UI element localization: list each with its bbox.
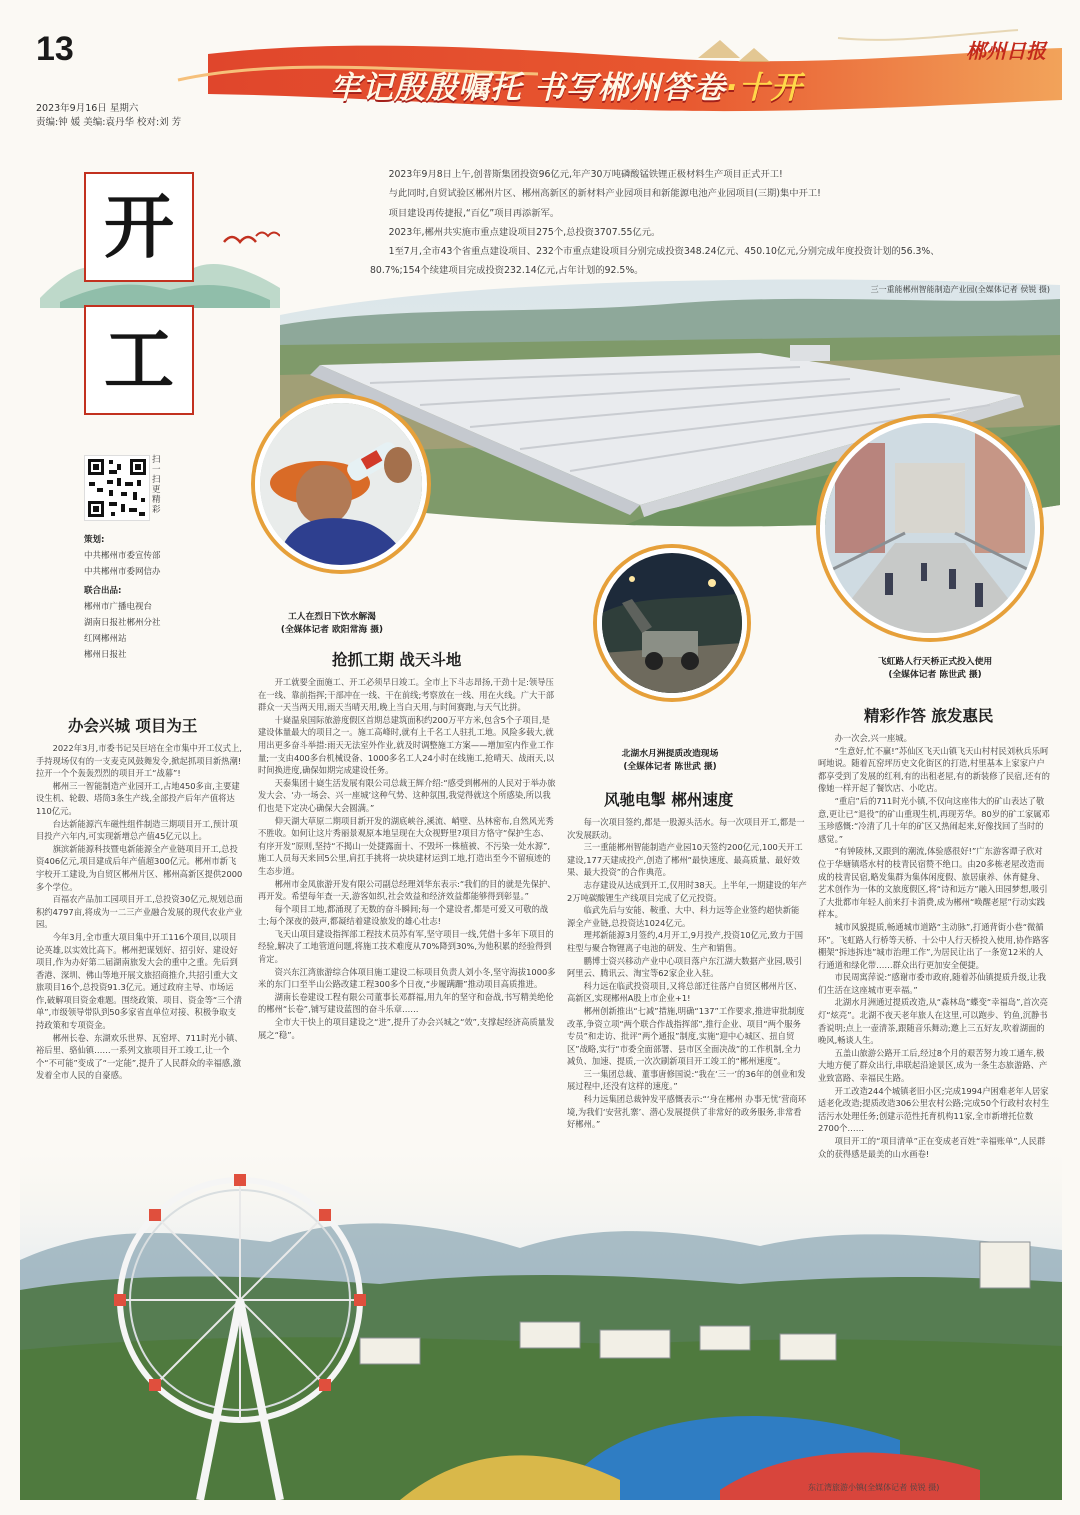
- section-4-paragraph: 北湖水月洲通过提质改造,从“森林岛”蝶变“幸福岛”,首次亮灯“炫亮”。北湖不夜天老年旅人在这里,可以跑步、钓鱼,沉静书香说明;点上一壶清茶,跟随音乐舞动;邀上三五好友,吹着湖面的晚风,畅谈人生。: [818, 997, 1048, 1046]
- section-3-paragraph: 志存建设从达成到开工,仅用时38天。上半年,一期建设的年产2万吨碳酸锂生产线项目完成了亿元投资。: [567, 879, 807, 903]
- joint-credits: [84, 583, 161, 663]
- night-caption: [600, 748, 740, 774]
- section-2-paragraph: 资兴东江湾旅游综合体项目施工建设二标项目负责人刘小冬,坚守海拔1000多米的东门口至半山公路改建工程300多个日夜,“步履蹒跚”推动项目高质推进。: [258, 966, 556, 990]
- stamp-char-gong: [84, 305, 194, 415]
- section-4-paragraph: 办一次会,兴一座城。: [834, 733, 912, 743]
- slogan-main: 牢记殷殷嘱托 书写郴州答卷: [330, 70, 726, 106]
- section-2-paragraph: 郴州市金凤旅游开发有限公司副总经理刘华东表示:“我们的目的就是先保护、再开发。希望每年查一天,游客如织,社会效益和经济效益都能够得到彰显。”: [258, 878, 556, 902]
- worker-drinking-photo: [255, 398, 427, 570]
- planning-org: 中共郴州市委网信办: [84, 567, 161, 577]
- section-title-3: 风驰电掣 郴州速度: [604, 791, 734, 809]
- section-body-2: [258, 676, 556, 1041]
- worker-caption-credit: (全媒体记者 欧阳常海 摄): [280, 625, 384, 635]
- stamp-char-gong-text: 工: [104, 318, 174, 401]
- joint-label: 联合出品:: [84, 586, 122, 596]
- section-2-paragraph: 飞天山项目建设指挥部工程技术员苏有军,坚守项目一线,凭借十多年下项目的经验,解决了工地管道问题,将施工技术难度从70%降到30%,为他积累的经验得到肯定。: [258, 928, 554, 965]
- intro-paragraph: 2023年,郴州共实施市重点建设项目275个,总投资3707.55亿元。: [388, 226, 661, 238]
- section-1-paragraph: 今年3月,全市重大项目集中开工116个项目,以项目论英雄,以实效比高下。郴州把谋划好、招引好、建设好项目,作为办好第二届湖南旅发大会的重中之重。先后到香港、深圳、佛山等地开展文旅招商推介,共招引重大文旅项目16个,总投资91.3亿元。通过政府主导、市场运作,破解项目资金难题。围绕政策、项目、资金等“三个清单”,市级领导带队到50多家省直单位对接、积极争取支持政策和专项资金。: [36, 931, 243, 1031]
- qr-code[interactable]: [84, 455, 150, 521]
- bird-icon: [220, 228, 280, 254]
- section-4-paragraph: “生意好,忙不赢!”苏仙区飞天山镇飞天山村村民刘秋兵乐呵呵地说。随着瓦窑坪历史文化街区的打造,村里基本上家家户户都享受到了发展的红利,有的出租老屋,有的新装修了民宿,还有的像她一样开起了餐饮店、小吃店。: [818, 745, 1050, 794]
- section-body-4: [818, 732, 1050, 1160]
- section-2-paragraph: 湖南长卷建设工程有限公司董事长邓群福,用九年的坚守和奋战,书写精美绝伦的郴州“长卷”,铺写建设蓝图的奋斗乐章……: [258, 991, 554, 1015]
- intro-paragraph: 与此同时,自贸试验区郴州片区、郴州高新区的新材料产业园项目和新能源电池产业园项目(三期)集中开工!: [388, 188, 821, 200]
- section-1-paragraph: 台达新能源汽车磁性组件制造三期项目开工,预计项目投产六年内,可实现新增总产值45亿元以上。: [36, 818, 238, 842]
- section-4-paragraph: 项目开工的“项目清单”正在变成老百姓“幸福账单”,人民群: [834, 1136, 1046, 1146]
- section-title-4: 精彩作答 旅发惠民: [864, 707, 994, 725]
- section-3-paragraph: 每一次项目签约,都是一股源头活水。每一次项目开工,都是一次发展跃动。: [567, 817, 805, 840]
- section-1-paragraph: 2022年3月,市委书记吴巨培在全市集中开工仪式上,手持现场仅有的一支麦克风鼓舞发令,掀起抓项目新热潮!拉开一个个轰轰烈烈的项目开工“战幕”!: [36, 743, 242, 779]
- section-4-paragraph: 市民周寓萍说:“感谢市委市政府,随着苏仙镇提质升级,让我们生活在这座城市更幸福。”: [818, 972, 1047, 995]
- stamp-char-kai-text: 开: [104, 185, 174, 268]
- section-2-paragraph: 仰天湖大草原二期项目新开发的湖底峡谷,溪流、峭壁、丛林密布,自然风光秀不胜收。如何让这片秀丽景观原本地呈现在大众视野里?项目方恪守“保护生态、有序开发”原则,坚持“不揭山一处捷露面十、不毁坏一株植被、不污染一处水源”,施工人员每天来回5公里,肩扛手挑将一块块建材运到工地,打造出至今不留痕迹的生态步道。: [258, 815, 554, 876]
- section-3-paragraph: 理邦新能源3月签约,4月开工,9月投产,投资10亿元,致力于国柱型与聚合物锂离子电池的研发、生产和销售。: [567, 930, 804, 953]
- section-1-paragraph: 旗滨新能源科技暨电新能源全产业链项目开工,总投资406亿元,项目建成后年产值超300亿元。郴州市新飞宇校开工建设,为自贸区郴州片区、郴州高新区提供2000多个学位。: [36, 843, 243, 892]
- section-2-paragraph: 开工就要全面施工、开工必须早日竣工。全市上下斗志昂扬,干劲十足:领导压在一线、靠前指挥;干部冲在一线、干在前线;考察放在一线、用在火线。广大干部群众一天当两天用,雨天当晴天用,晚上当白天用,与时间赛跑,与天气比拼。: [258, 677, 554, 713]
- planning-label: 策划:: [84, 535, 105, 545]
- section-title-2: 抢抓工期 战天斗地: [332, 651, 462, 669]
- bottom-photo-caption: 东江湾旅游小镇(全媒体记者 侯锐 摄): [808, 1483, 940, 1492]
- intro-paragraph: 1至7月,全市43个省重点建设项目、232个市重点建设项目分别完成投资348.24亿元、450.10亿元,分别完成年度投资计划的56.3%、80.7%;154个续建项目完成投资232.14亿元,占年计划的92.5%。: [370, 246, 940, 277]
- theme-park-panorama-photo: [20, 1150, 1062, 1500]
- bridge-caption-credit: (全媒体记者 陈世武 摄): [888, 670, 982, 680]
- section-3-paragraph: 鹏博士资兴移动产业中心项目落户东江湖大数据产业园,吸引阿里云、腾讯云、淘宝等62家企业入驻。: [567, 955, 802, 979]
- planning-credits: [84, 532, 161, 580]
- section-3-paragraph: 三一集团总裁、董事唐修国说:“我在‘三一’的36年的创业和发展过程中,还没有这样的速度。”: [567, 1068, 806, 1092]
- qr-label: 扫一扫 更精彩: [152, 455, 161, 515]
- section-4-paragraph: 开工改造244个城镇老旧小区;完成1994户困难老年人居家适老化改造;提质改造306公里农村公路;完成50个行政村农村生活污水处理任务;创建示范性托育机构11家,全市新增托位数2700个……: [818, 1085, 1050, 1134]
- main-photo-caption: 三一重能郴州智能制造产业园(全媒体记者 侯锐 摄): [870, 285, 1050, 294]
- section-2-paragraph: 每个项目工地,都涌现了无数的奋斗瞬间;每一个建设者,都是可爱又可敬的战士;每个深夜的鼓声,都凝结着建设旅发的雄心壮志!: [258, 903, 549, 927]
- section-3-paragraph: 郴州创新推出“七减”措施,明确“137”工作要求,推进审批制度改革,争资立项“两个联合作战指挥部”,推行企业、项目“两个服务专员”和走访、批评“两个通报”制度,实施“迎中心城区、扭自贸区”战略,实行“市委全面部署、县市区全面决战”的工作机制,全力减负、加速、提质,一次次刷新项目开工竣工的“郴州速度”。: [567, 1005, 805, 1067]
- worker-caption: [252, 611, 412, 637]
- slogan-accent: ·十开: [725, 70, 803, 106]
- section-2-paragraph: 天泰集团十嶷生活发展有限公司总裁王辉介绍:“感受到郴州的人民对于举办旅发大会、‘办一场会、兴一座城’这种气势、这种氛围,我觉得就这个所感染,所以我们也是下定决心确保大会圆满。”: [258, 777, 556, 813]
- night-construction-photo: [597, 548, 747, 698]
- section-body-1: [36, 742, 244, 1082]
- worker-caption-title: 工人在烈日下饮水解渴: [288, 612, 376, 622]
- section-3-paragraph: 临武先后与安能、鞍重、大中、科力远等企业签约超快新能源全产业链,总投资达1024亿元。: [567, 905, 800, 928]
- section-2-paragraph: 十嶷温泉国际旅游度假区首期总建筑面积约200万平方米,包含5个子项目,是建设体量最大的项目之一。施工高峰时,就有上千名工人驻扎工地。风险多载大,就用出更多奋斗举措:雨天无法室外作业,就及时调整施工方案——增加室内作业工作量;一支由400多台机械设备、1000多名工人24小时在线施工,抢晴天、战雨天,以时间换进度,确保如期完成建设任务。: [258, 714, 555, 776]
- joint-org: 郴州市广播电视台: [84, 602, 153, 612]
- bridge-caption: [850, 656, 1020, 682]
- section-3-paragraph: 科力远集团总裁钟发平感慨表示:“‘身在郴州 办事无忧’营商环境,为我们‘安营扎寨’、潜心发展提供了非常好的政务服务,非常看好郴州。”: [567, 1094, 807, 1130]
- page-number: 13: [36, 30, 74, 68]
- section-4-paragraph: “有钟陵林,又跟到的潮流,体验感很好!”广东游客谭子欣对位于华塘镇塔水村的枝青民宿赞不绝口。由20多栋老屋改造而成的枝青民宿,略发集群为集体闲度假、旅居康养、休育健身、艺术创作为一体的文旅度假区,将“诗和远方”融入田园梦想,吸引了大批都市年轻人前来打卡消费,成为郴州“唤醒老屋”行动实践样本。: [818, 846, 1048, 920]
- night-caption-credit: (全媒体记者 陈世武 摄): [623, 762, 717, 772]
- date-line: 2023年9月16日 星期六: [36, 103, 139, 114]
- joint-org: 郴州日报社: [84, 650, 127, 660]
- editors-line: 责编:钟 媛 美编:袁丹华 校对:刘 芳: [36, 117, 182, 128]
- section-2-paragraph: 全市大干快上的项目建设之“进”,提升了办会兴城之“效”,支撑起经济高质量发展之“稳”。: [258, 1017, 555, 1040]
- section-1-paragraph: 郴州三一智能制造产业园开工,占地450多亩,主要建设生机、轮毂、塔筒3条生产线,全部投产后年产值将达110亿元。: [36, 780, 240, 816]
- intro-lead: [370, 165, 970, 281]
- section-title-1: 办会兴城 项目为王: [68, 717, 198, 735]
- newspaper-logo: 郴州日报: [966, 39, 1046, 63]
- section-1-paragraph: 郴州长卷、东湖欢乐世界、瓦窑坪、711时光小镇、裕后里、骆仙镇……一系列文旅项目开工竣工,让一个个“不可能”变成了“一定能”,提升了人民群众的幸福感,激发着全市人民的自豪感。: [36, 1032, 243, 1081]
- section-3-paragraph: 三一重能郴州智能制造产业园10天签约200亿元,100天开工建设,177天建成投产,创造了郴州“最快速度、最高质量、最好效果、最大投资”的合作典范。: [567, 842, 803, 878]
- pedestrian-bridge-photo: [820, 418, 1040, 638]
- night-caption-title: 北湖水月洲提质改造现场: [621, 749, 719, 759]
- page-slogan: [330, 62, 803, 107]
- section-3-paragraph: 科力远在临武投资项目,又将总部迁往落户自贸区郴州片区、高新区,实现郴州A股上市企业+1!: [567, 980, 802, 1004]
- stamp-char-kai: [84, 172, 194, 282]
- joint-org: 湖南日报社郴州分社: [84, 618, 161, 628]
- section-4-paragraph: “重启”后的711时光小镇,不仅向这座伟大的矿山表达了敬意,更让已“退役”的矿山重现生机,再现芳华。80岁的矿工家属邓玉珍感慨:“冷清了几十年的矿区又热闹起来,好像找回了当时的感觉。”: [818, 795, 1050, 844]
- section-4-paragraph: 城市风貌提质,畅通城市道路“主动脉”,打通背街小巷“微循环”。飞虹路人行桥等天桥、十公中人行天桥投入使用,协作路客棚架“拆违拆违”城市治理工作”,为居民让出了一条宽12米的人行通道和绿化带……群众出行更加安全便捷。: [818, 921, 1049, 970]
- bridge-caption-title: 飞虹路人行天桥正式投入使用: [877, 657, 993, 667]
- planning-org: 中共郴州市委宣传部: [84, 551, 161, 561]
- intro-paragraph: 2023年9月8日上午,创普斯集团投资96亿元,年产30万吨磷酸锰铁锂正极材料生产项目正式开工!: [388, 169, 783, 180]
- section-body-3: [567, 816, 807, 1131]
- section-4-paragraph: 五盖山旅游公路开工后,经过8个月的艰苦努力竣工通车,极大地方便了群众出行,串联起沿途景区,成为一条生态旅游路、产业致富路、幸福民生路。: [818, 1047, 1048, 1084]
- section-1-paragraph: 百福农产品加工园项目开工,总投资30亿元,规划总面积约4797亩,将成为一二三产业融合发展的现代农业产业园。: [36, 894, 243, 930]
- joint-org: 红网郴州站: [84, 634, 127, 644]
- intro-paragraph: 项目建设再传捷报,“百亿”项目再添新军。: [388, 207, 560, 219]
